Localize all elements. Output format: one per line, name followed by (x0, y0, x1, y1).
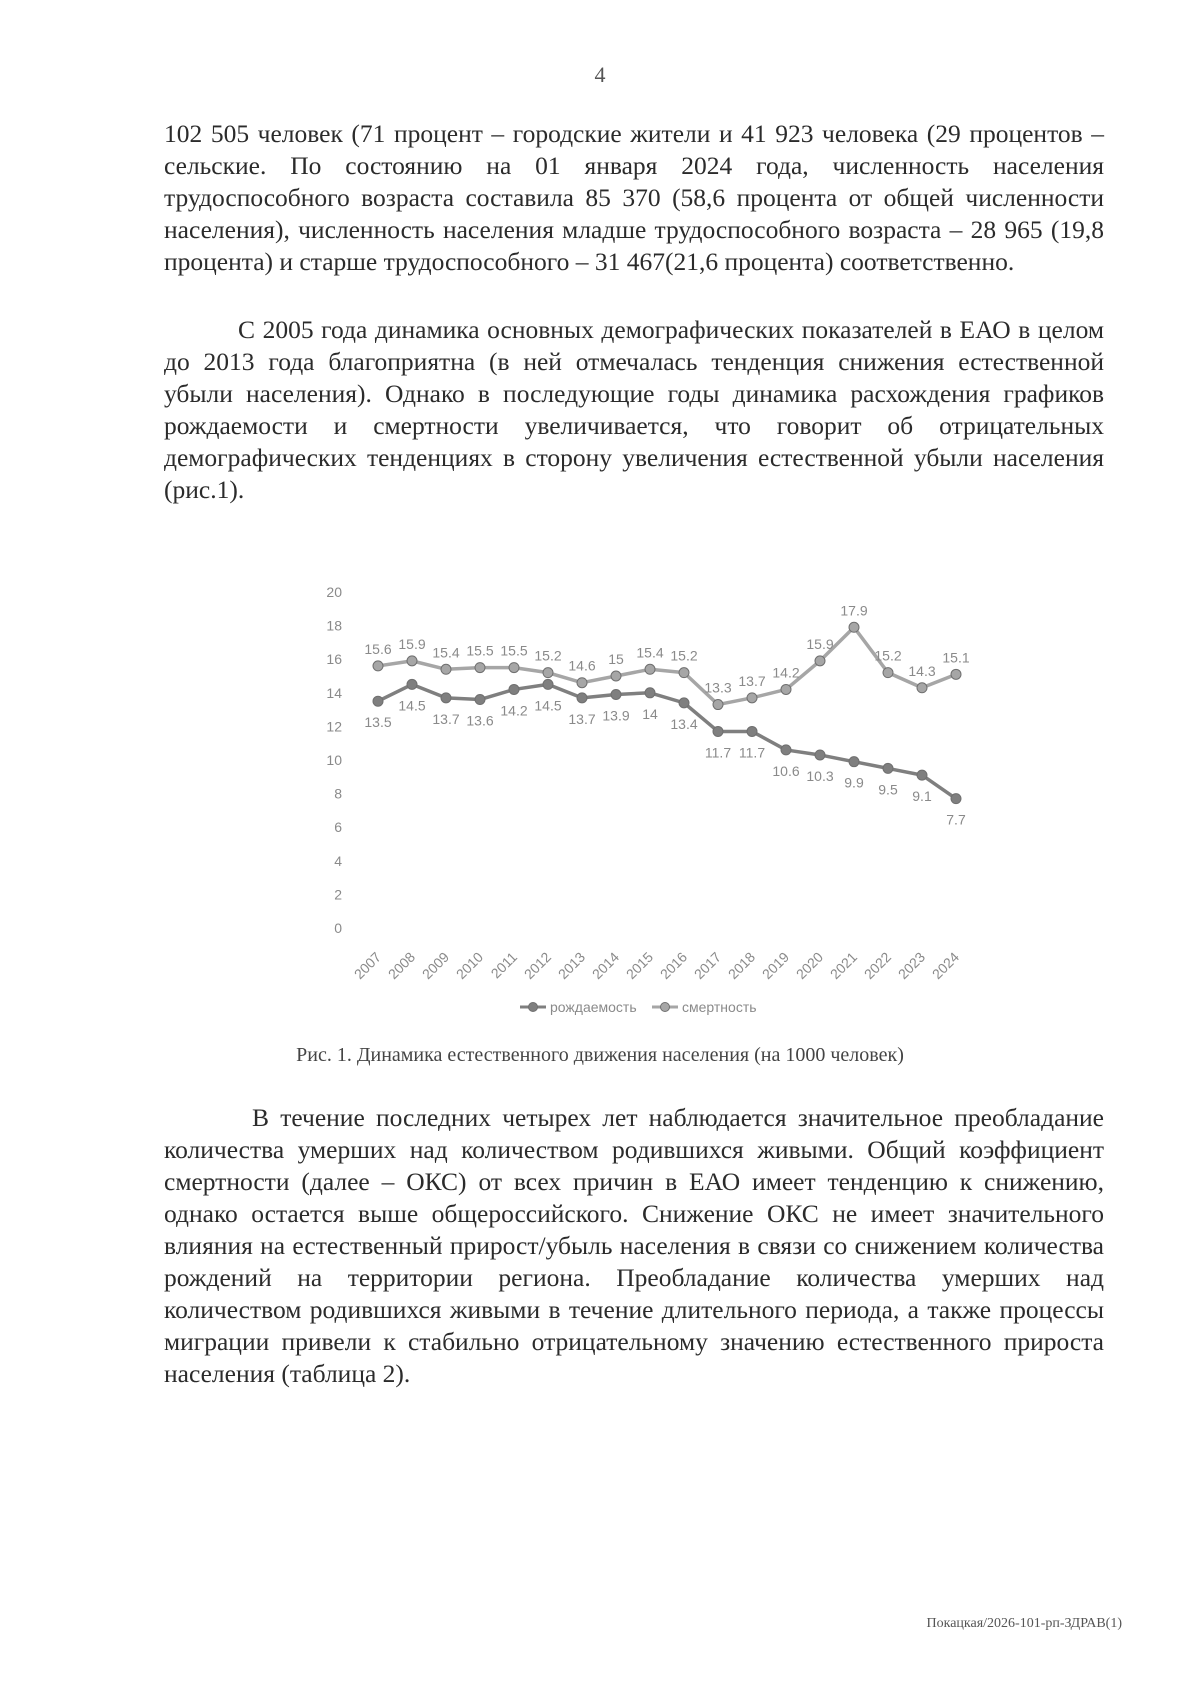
data-point (407, 656, 417, 666)
data-point (849, 757, 859, 767)
data-label: 9.9 (844, 774, 864, 791)
data-point (645, 688, 655, 698)
x-tick-label: 2007 (350, 948, 385, 983)
paragraph-population: 102 505 человек (71 процент – городские жители и 41 923 человека (29 процентов – сельские. По состоянию на 01 января 2024 года, численность населения трудоспособного возраста составила 85 370 (58,6 процента от общей численности населения), численность населения младше трудоспособного возраста – 28 965 (19,8 процента) и старше трудоспособного – 31 467(21,6 процента) соответственно. (164, 119, 1104, 276)
paragraph-dynamics: С 2005 года динамика основных демографических показателей в ЕАО в целом до 2013 года благоприятна (в ней отмечалась тенденция снижения естественной убыли населения). Однако в последующие годы динамика расхождения графиков рождаемости и смертности увеличивается, что говорит об отрицательных демографических тенденциях в сторону увеличения естественной убыли населения (рис.1). (164, 315, 1104, 504)
data-point (883, 763, 893, 773)
x-tick-label: 2012 (520, 948, 555, 983)
x-tick-label: 2015 (622, 948, 657, 983)
data-label: 13.9 (602, 707, 630, 724)
data-point (611, 689, 621, 699)
x-tick-label: 2021 (826, 948, 861, 983)
legend-marker (661, 1003, 670, 1012)
data-point (441, 693, 451, 703)
data-label: 14 (642, 705, 658, 722)
data-point (951, 794, 961, 804)
data-point (543, 668, 553, 678)
data-point (713, 700, 723, 710)
data-label: 13.7 (568, 710, 596, 727)
data-point (475, 663, 485, 673)
legend-label: рождаемость (550, 999, 637, 1015)
x-tick-label: 2009 (418, 948, 453, 983)
data-point (849, 622, 859, 632)
data-point (815, 750, 825, 760)
data-point (441, 664, 451, 674)
x-tick-label: 2016 (656, 948, 691, 983)
paragraph-mortality: В течение последних четырех лет наблюдается значительное преобладание количества умерших над количеством родившихся живыми. Общий коэффициент смертности (далее – ОКС) от всех причин в ЕАО имеет тенденцию к снижению, однако остается выше общероссийского. Снижение ОКС не имеет значительного влияния на естественный прирост/убыль населения в связи со снижением количества рождений на территории региона. Преобладание количества умерших над количеством родившихся живыми в течение длительного периода, а также процессы миграции привели к стабильно отрицательному значению естественного прироста населения (таблица 2). (164, 1103, 1104, 1388)
data-point (781, 684, 791, 694)
data-point (509, 684, 519, 694)
natural-movement-chart (320, 566, 1040, 1026)
x-tick-label: 2014 (588, 948, 623, 983)
data-point (407, 679, 417, 689)
y-tick-label: 18 (326, 617, 342, 634)
data-point (645, 664, 655, 674)
data-label: 13.5 (364, 714, 392, 731)
legend-marker (529, 1003, 538, 1012)
y-tick-label: 8 (334, 785, 342, 802)
series-line-смертность (378, 627, 956, 704)
x-tick-label: 2020 (792, 948, 827, 983)
figure-caption: Рис. 1. Динамика естественного движения населения (на 1000 человек) (296, 1044, 904, 1066)
series-line-рождаемость (378, 684, 956, 798)
y-tick-label: 2 (334, 886, 342, 903)
data-point (373, 696, 383, 706)
data-label: 13.3 (704, 679, 732, 696)
data-label: 14.6 (568, 657, 596, 674)
data-label: 7.7 (946, 811, 966, 828)
data-label: 10.3 (806, 767, 834, 784)
data-point (747, 693, 757, 703)
y-tick-label: 6 (334, 819, 342, 836)
data-point (917, 770, 927, 780)
x-tick-label: 2023 (894, 948, 929, 983)
data-point (917, 683, 927, 693)
x-tick-label: 2013 (554, 948, 589, 983)
data-label: 13.7 (738, 672, 766, 689)
legend-label: смертность (682, 999, 757, 1015)
x-tick-label: 2011 (487, 948, 521, 982)
data-label: 11.7 (704, 744, 732, 761)
data-label: 15.2 (670, 647, 698, 664)
data-point (611, 671, 621, 681)
x-tick-label: 2017 (690, 948, 725, 983)
data-point (883, 668, 893, 678)
data-label: 15.2 (874, 647, 902, 664)
data-label: 15.2 (534, 647, 562, 664)
data-label: 15 (608, 651, 624, 667)
data-label: 10.6 (772, 762, 800, 779)
data-label: 15.5 (466, 642, 494, 659)
data-label: 9.1 (912, 788, 932, 805)
data-point (577, 678, 587, 688)
data-point (679, 698, 689, 708)
y-tick-label: 10 (326, 752, 342, 768)
data-point (747, 726, 757, 736)
data-point (679, 668, 689, 678)
data-point (815, 656, 825, 666)
y-tick-label: 16 (326, 651, 342, 668)
data-point (543, 679, 553, 689)
y-tick-label: 4 (334, 852, 342, 869)
data-label: 15.4 (636, 644, 664, 661)
data-label: 14.5 (398, 697, 426, 714)
page-number: 4 (594, 62, 606, 87)
data-label: 14.5 (534, 697, 562, 714)
x-tick-label: 2010 (452, 948, 487, 983)
y-tick-label: 20 (326, 584, 342, 600)
data-label: 11.7 (738, 744, 766, 761)
data-point (509, 663, 519, 673)
data-label: 13.4 (670, 715, 698, 732)
x-tick-label: 2018 (724, 948, 759, 983)
data-point (577, 693, 587, 703)
data-label: 15.6 (364, 640, 392, 657)
data-label: 15.5 (500, 642, 528, 659)
data-point (373, 661, 383, 671)
data-label: 14.3 (908, 662, 936, 679)
document-footer: Покацкая/2026-101-рп-ЗДРАВ(1) (926, 1616, 1122, 1631)
data-label: 14.2 (500, 702, 528, 719)
data-point (475, 695, 485, 705)
x-tick-label: 2019 (758, 948, 793, 983)
data-label: 13.7 (432, 710, 460, 727)
y-tick-label: 0 (334, 920, 342, 936)
y-tick-label: 12 (326, 718, 342, 735)
data-label: 15.4 (432, 644, 460, 661)
data-label: 9.5 (878, 781, 898, 798)
data-label: 15.9 (806, 635, 834, 652)
data-label: 15.1 (942, 649, 970, 666)
x-tick-label: 2024 (928, 948, 963, 983)
data-label: 13.6 (466, 712, 494, 729)
y-tick-label: 14 (326, 684, 342, 701)
data-label: 15.9 (398, 635, 426, 652)
data-point (713, 726, 723, 736)
x-tick-label: 2022 (860, 948, 895, 983)
data-label: 14.2 (772, 664, 800, 681)
x-tick-label: 2008 (384, 948, 419, 983)
data-label: 17.9 (840, 602, 868, 619)
data-point (951, 669, 961, 679)
data-point (781, 745, 791, 755)
